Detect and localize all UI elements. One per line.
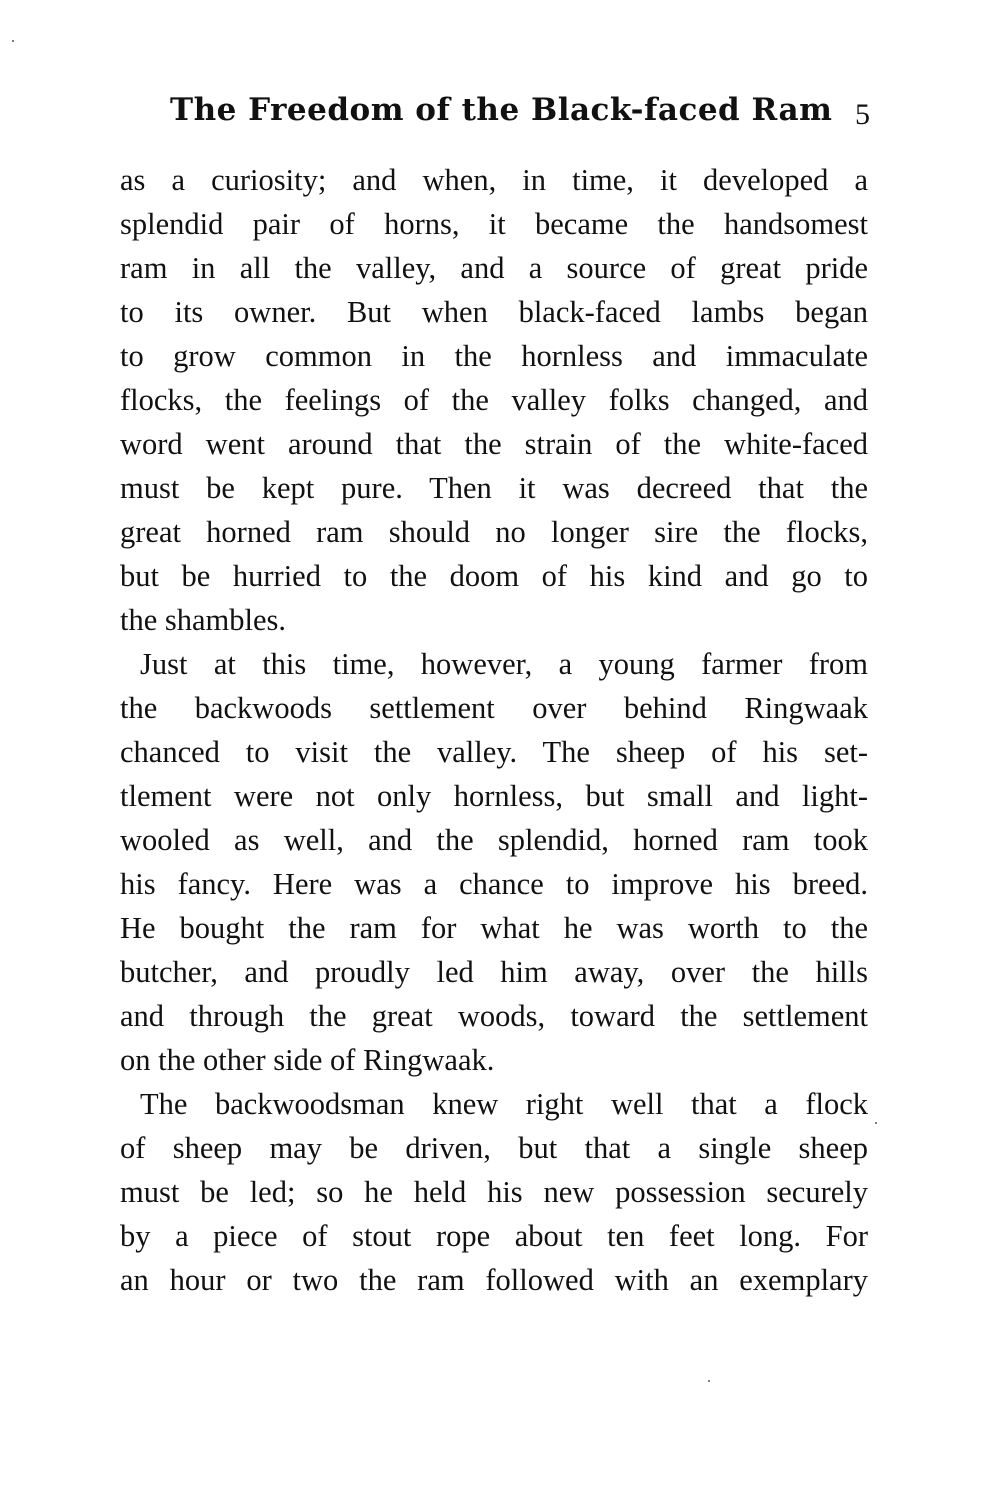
text-line: word went around that the strain of the white-faced — [120, 427, 868, 461]
text-line: great horned ram should no longer sire the flocks, — [120, 515, 868, 549]
scan-speck — [875, 1122, 877, 1124]
running-head — [170, 92, 870, 142]
text-line: by a piece of stout rope about ten feet long. For — [120, 1219, 868, 1253]
text-line: the backwoods settlement over behind Ringwaak — [120, 691, 868, 725]
text-line: of sheep may be driven, but that a single sheep — [120, 1131, 868, 1165]
text-line: butcher, and proudly led him away, over the hills — [120, 955, 868, 989]
text-line: He bought the ram for what he was worth to the — [120, 911, 868, 945]
text-line: ram in all the valley, and a source of great pride — [120, 251, 868, 285]
text-line: to its owner. But when black-faced lambs began — [120, 295, 868, 329]
text-line: must be led; so he held his new possession securely — [120, 1175, 868, 1209]
text-line: on the other side of Ringwaak. — [120, 1043, 495, 1077]
text-line: tlement were not only hornless, but small and light- — [120, 779, 868, 813]
page-number: 5 — [855, 98, 870, 131]
text-line: chanced to visit the valley. The sheep of his set- — [120, 735, 868, 769]
text-line: Just at this time, however, a young farmer from — [140, 647, 868, 681]
text-line: but be hurried to the doom of his kind and go to — [120, 559, 868, 593]
text-line: flocks, the feelings of the valley folks changed, and — [120, 383, 868, 417]
text-line: as a curiosity; and when, in time, it developed a — [120, 163, 868, 197]
scan-speck — [708, 1380, 710, 1382]
text-line: an hour or two the ram followed with an exemplary — [120, 1263, 868, 1297]
body-text — [120, 158, 868, 1302]
scan-speck — [12, 40, 14, 42]
text-line: wooled as well, and the splendid, horned ram took — [120, 823, 868, 857]
text-line: splendid pair of horns, it became the handsomest — [120, 207, 868, 241]
text-line: his fancy. Here was a chance to improve his breed. — [120, 867, 868, 901]
text-line: to grow common in the hornless and immaculate — [120, 339, 868, 373]
text-line: the shambles. — [120, 603, 287, 637]
text-line: must be kept pure. Then it was decreed that the — [120, 471, 868, 505]
text-line: The backwoodsman knew right well that a flock — [140, 1087, 868, 1121]
text-line: and through the great woods, toward the settlement — [120, 999, 868, 1033]
running-title: The Freedom of the Black-faced Ram — [170, 92, 833, 128]
